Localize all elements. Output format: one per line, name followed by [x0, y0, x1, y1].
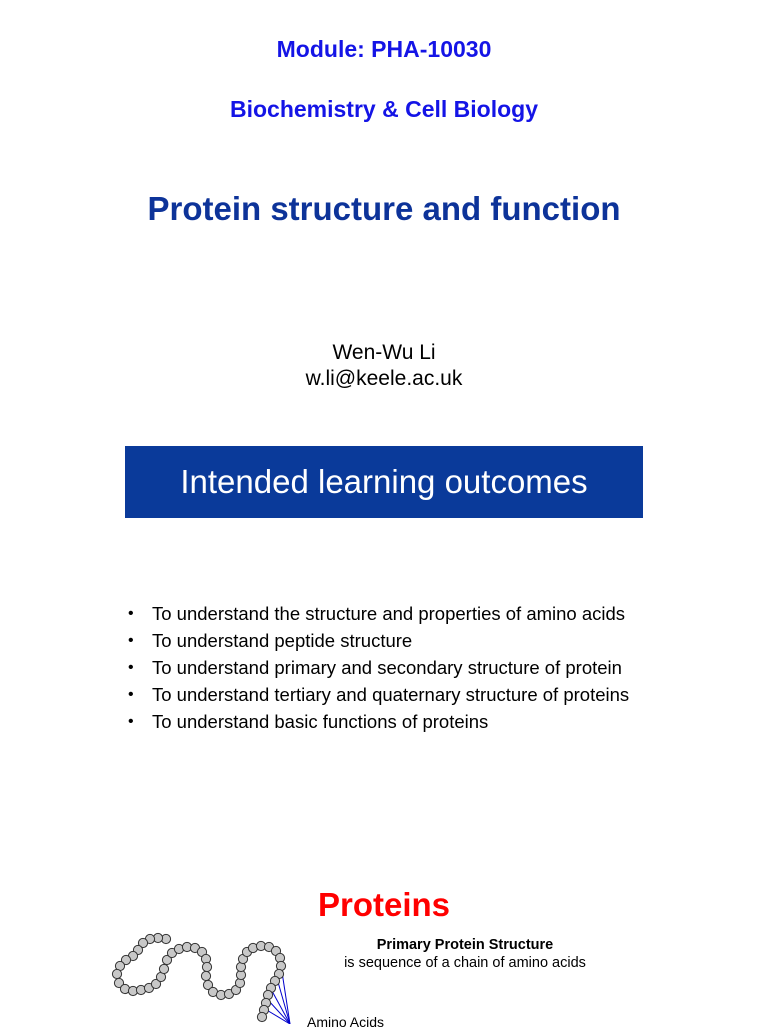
- list-item-text: To understand the structure and properties of amino acids: [152, 603, 626, 624]
- learning-outcomes-list: [128, 600, 629, 735]
- bullet-icon: •: [128, 713, 134, 730]
- list-item: [128, 654, 629, 681]
- author-email: w.li@keele.ac.uk: [305, 367, 463, 390]
- list-item: [128, 708, 629, 735]
- module-code: Module: PHA-10030: [276, 36, 492, 62]
- list-item: [128, 600, 629, 627]
- list-item-text: To understand basic functions of proteins: [152, 711, 489, 732]
- lecture-title: Protein structure and function: [147, 190, 621, 227]
- amino-acid-bead: [257, 1012, 266, 1021]
- bullet-icon: •: [128, 659, 134, 676]
- list-item: [128, 627, 629, 654]
- amino-acid-bead: [201, 971, 210, 980]
- author-name: Wen-Wu Li: [332, 341, 436, 364]
- amino-acid-chain-illustration: [100, 925, 340, 1024]
- amino-acid-bead: [112, 969, 121, 978]
- learning-outcomes-banner: [125, 446, 643, 518]
- amino-acid-bead: [202, 962, 211, 971]
- list-item-text: To understand peptide structure: [152, 630, 413, 651]
- amino-acids-label: Amino Acids: [307, 1014, 385, 1030]
- course-title: Biochemistry & Cell Biology: [229, 96, 538, 122]
- bullet-icon: •: [128, 605, 134, 622]
- list-item: [128, 681, 629, 708]
- learning-outcomes-heading: Intended learning outcomes: [180, 463, 588, 500]
- bullet-icon: •: [128, 686, 134, 703]
- amino-acid-bead: [159, 964, 168, 973]
- bullet-icon: •: [128, 632, 134, 649]
- list-item-text: To understand primary and secondary structure of protein: [152, 657, 622, 678]
- primary-structure-description: is sequence of a chain of amino acids: [344, 955, 586, 971]
- proteins-heading: Proteins: [317, 886, 451, 923]
- list-item-text: To understand tertiary and quaternary structure of proteins: [152, 684, 630, 705]
- primary-structure-title: Primary Protein Structure: [376, 937, 554, 953]
